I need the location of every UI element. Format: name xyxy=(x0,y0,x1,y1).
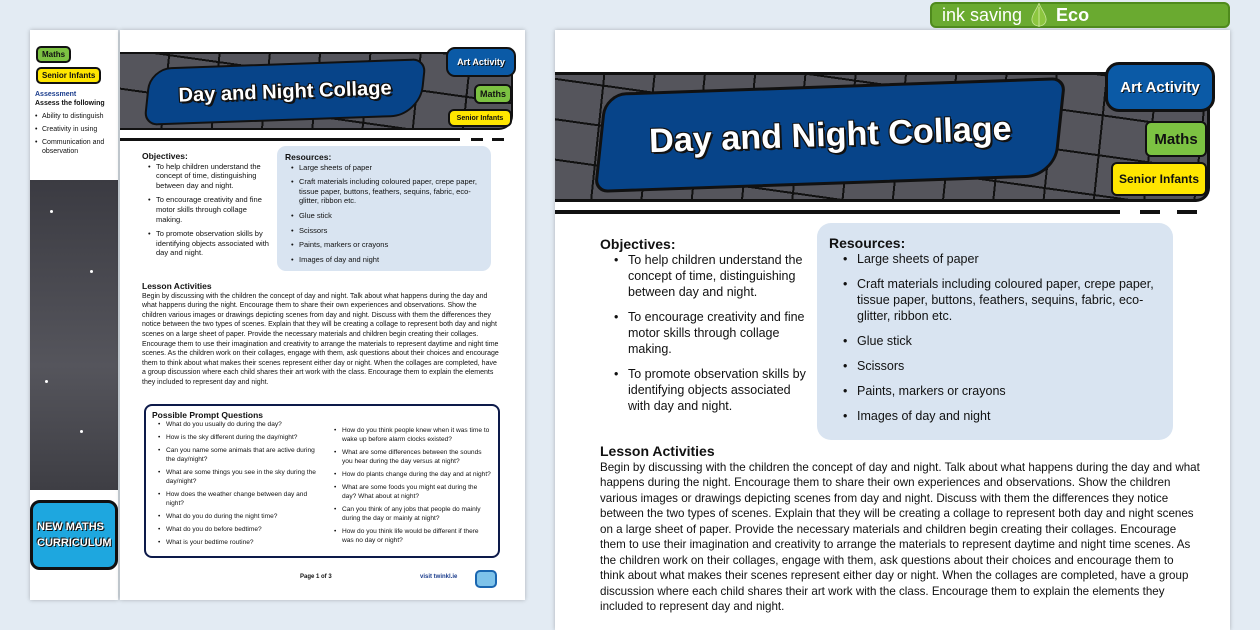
resource-item: • Craft materials including coloured paper, crepe paper, tissue paper, buttons, feathers, sequins, fabric, eco-glitter, ribbon etc. xyxy=(291,177,483,206)
resource-item: • Large sheets of paper xyxy=(843,251,1161,267)
eco-label: Eco xyxy=(1056,4,1090,25)
resource-item: • Scissors xyxy=(291,226,483,236)
objective-item-list xyxy=(148,162,272,258)
prompt-question: • How do you think people knew when it was time to wake up before alarm clocks existed? xyxy=(334,426,492,444)
prompts-heading: Possible Prompt Questions xyxy=(152,410,263,420)
maths-tag: Maths xyxy=(474,84,512,104)
assessment-intro: Assess the following xyxy=(35,100,105,107)
lesson-text: Begin by discussing with the children the concept of day and night. Talk about what happens during the day and what happens during the night. Encourage them to share their own experiences and observations. Show the children various images or drawings depicting scenes from day and night. Discuss with them the differences they notice between the two types of scenes. Explain that they will be creating a collage to represent both day and night scenes on a large sheet of paper. Provide the necessary materials and children begin creating their collages. Encourage them to use their imagination and creativity to arrange the materials to represent daytime and night time scenes. As the children work on their collages, engage with them, ask questions about their choices and encourage them to think about what makes their scenes represent either day or night. When the collages are completed, have a group discussion where each child shares their art work with the class. Encourage them to explain the elements they included to represent day and night. xyxy=(142,292,499,386)
ink-saving-badge xyxy=(930,2,1230,28)
document-page-large xyxy=(555,30,1230,630)
objectives-heading: Objectives: xyxy=(142,151,188,161)
assessment-section xyxy=(35,90,115,156)
lesson-text: Begin by discussing with the children the concept of day and night. Talk about what happens during the day and what happens during the night. Encourage them to share their own experiences and observations. Show the children various images or drawings depicting scenes from day and night. Discuss with them the differences they notice between the two types of scenes. Explain that they will be creating a collage to represent both day and night scenes on a large sheet of paper. Provide the necessary materials and children begin creating their collages. Encourage them to use their imagination and creativity to arrange the materials to represent daytime and night time scenes. As the children work on their collages, engage with them, ask questions about their choices and encourage them to think about what makes their scenes represent either day or night. When the collages are completed, have a group discussion where each child shares their art work with the class. Encourage them to explain the elements they included to represent day and night. xyxy=(600,460,1200,613)
objective-item: • To help children understand the concept of time, distinguishing between day and night. xyxy=(614,252,810,300)
prompt-question: • How do plants change during the day and at night? xyxy=(334,470,492,479)
page-title: Day and Night Collage xyxy=(648,109,1012,160)
maths-tag: Maths xyxy=(1145,121,1207,157)
resource-item: • Glue stick xyxy=(291,211,483,221)
resources-box xyxy=(817,223,1173,440)
prompt-question-list xyxy=(334,426,492,551)
objective-item: • To encourage creativity and fine motor skills through collage making. xyxy=(614,309,810,357)
assessment-heading: Assessment xyxy=(35,91,77,98)
senior-infants-tag: Senior Infants xyxy=(1111,162,1207,196)
new-maths-curriculum-badge xyxy=(30,500,118,570)
lesson-activities-section xyxy=(600,444,1200,615)
twinkl-logo xyxy=(475,570,497,588)
prompt-question: • What do you usually do during the day? xyxy=(158,420,316,429)
maths-tag: Maths xyxy=(36,46,71,63)
divider-dash xyxy=(471,138,483,141)
resources-heading: Resources: xyxy=(829,235,906,251)
resources-box xyxy=(277,146,491,271)
art-activity-tag: Art Activity xyxy=(1105,62,1215,112)
prompt-question: • Can you think of any jobs that people do mainly during the day or mainly at night? xyxy=(334,505,492,523)
leaf-drop-icon xyxy=(1030,3,1048,27)
objectives-section xyxy=(600,236,810,423)
night-scene-image xyxy=(30,180,118,490)
senior-infants-tag: Senior Infants xyxy=(36,67,101,84)
prompt-question: • Can you name some animals that are active during the day/night? xyxy=(158,446,316,464)
resource-item: • Scissors xyxy=(843,358,1161,374)
prompt-question: • What do you do during the night time? xyxy=(158,512,316,521)
resource-item: • Craft materials including coloured paper, crepe paper, tissue paper, buttons, feathers, sequins, fabric, eco-glitter, ribbon etc. xyxy=(843,276,1161,324)
assessment-item: • Ability to distinguish xyxy=(35,112,115,121)
resource-item: • Images of day and night xyxy=(843,408,1161,424)
objectives-heading: Objectives: xyxy=(600,236,676,252)
resource-item: • Images of day and night xyxy=(291,255,483,265)
prompt-questions-box xyxy=(144,404,500,558)
lesson-heading: Lesson Activities xyxy=(600,443,715,459)
prompt-question: • How does the weather change between day and night? xyxy=(158,490,316,508)
prompt-question: • What are some things you see in the sky during the day/night? xyxy=(158,468,316,486)
divider-dash xyxy=(1177,210,1197,214)
resource-item: • Paints, markers or crayons xyxy=(843,383,1161,399)
badge-line: NEW MATHS xyxy=(37,521,105,533)
page-footer xyxy=(120,570,525,590)
resource-item-list xyxy=(843,251,1161,424)
prompt-question: • What are some foods you might eat during the day? What about at night? xyxy=(334,483,492,501)
page-title: Day and Night Collage xyxy=(178,76,392,107)
resource-item: • Glue stick xyxy=(843,333,1161,349)
resource-item-list xyxy=(291,163,483,265)
prompt-question: • What is your bedtime routine? xyxy=(158,538,316,547)
site-link[interactable]: visit twinkl.ie xyxy=(420,574,458,580)
title-box xyxy=(143,58,426,126)
assessment-item: • Creativity in using xyxy=(35,125,115,134)
objective-item-list xyxy=(614,252,810,414)
resources-heading: Resources: xyxy=(285,152,332,162)
resource-item: • Large sheets of paper xyxy=(291,163,483,173)
page-number: Page 1 of 3 xyxy=(300,574,332,580)
objectives-section xyxy=(142,152,272,263)
divider xyxy=(555,210,1120,214)
prompt-question: • How do you think life would be different if there was no day or night? xyxy=(334,527,492,545)
prompt-question: • What do you do before bedtime? xyxy=(158,525,316,534)
divider-dash xyxy=(492,138,504,141)
objective-item: • To promote observation skills by identifying objects associated with day and night. xyxy=(614,366,810,414)
assessment-item: • Communication and observation xyxy=(35,138,115,156)
senior-infants-tag: Senior Infants xyxy=(448,109,512,127)
art-activity-tag: Art Activity xyxy=(446,47,516,77)
objective-item: • To help children understand the concept of time, distinguishing between day and night. xyxy=(148,162,272,191)
document-page-small xyxy=(120,30,525,600)
lesson-activities-section xyxy=(142,282,502,388)
back-page-preview xyxy=(30,30,118,600)
divider-dash xyxy=(1140,210,1160,214)
resource-item: • Paints, markers or crayons xyxy=(291,240,483,250)
objective-item: • To encourage creativity and fine motor skills through collage making. xyxy=(148,195,272,224)
lesson-heading: Lesson Activities xyxy=(142,281,212,291)
prompt-question-list xyxy=(158,420,316,551)
divider xyxy=(120,138,460,141)
objective-item: • To promote observation skills by identifying objects associated with day and night. xyxy=(148,229,272,258)
ink-saving-label: ink saving xyxy=(942,4,1023,25)
title-box xyxy=(594,77,1067,193)
prompt-question: • How is the sky different during the day/night? xyxy=(158,433,316,442)
badge-line: CURRICULUM xyxy=(37,537,112,549)
prompt-question: • What are some differences between the sounds you hear during the day versus at night? xyxy=(334,448,492,466)
